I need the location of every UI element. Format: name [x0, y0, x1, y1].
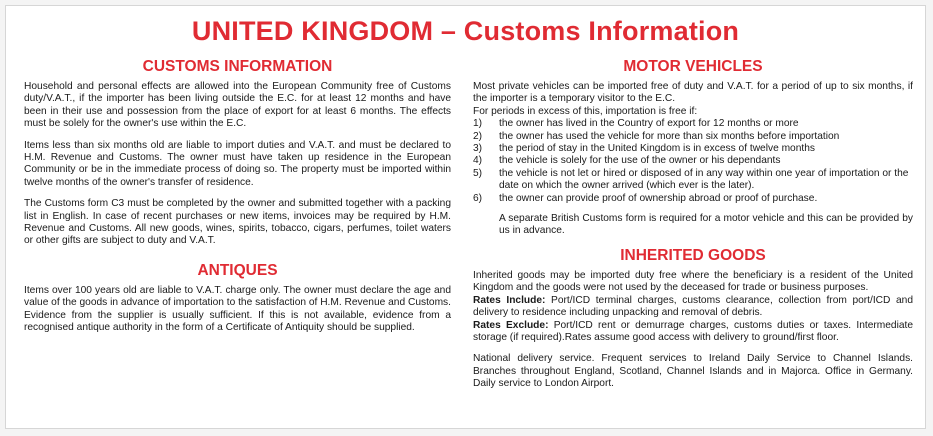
list-item	[473, 131, 913, 143]
list-item-number: 5)	[473, 167, 483, 179]
motor-intro: Most private vehicles can be imported free of duty and V.A.T. for a period of up to six months, if the importer is a temporary visitor to the E.C.	[473, 81, 913, 105]
motor-lead: For periods in excess of this, importation is free if:	[473, 105, 698, 117]
list-item-number: 3)	[473, 143, 483, 155]
list-item-number: 4)	[473, 155, 483, 167]
motor-vehicles-heading: MOTOR VEHICLES	[623, 58, 763, 75]
rates-exclude-label: Rates Exclude:	[473, 319, 549, 331]
rates-exclude-text: Port/ICD rent or demurrage charges, customs duties or taxes. Intermediate storage (if required).Rates assume good access with delivery to ground/first floor.	[473, 319, 913, 343]
list-item-number: 6)	[473, 192, 483, 204]
list-item-text: the owner can provide proof of ownership abroad or proof of purchase.	[499, 192, 818, 204]
inherited-paragraph: Inherited goods may be imported duty free where the beneficiary is a resident of the United Kingdom and the goods were not used by the deceased for trade or business purposes.	[473, 269, 913, 294]
antiques-heading: ANTIQUES	[197, 261, 278, 279]
list-item	[473, 118, 913, 130]
list-item	[473, 155, 913, 167]
motor-conditions-list	[473, 118, 913, 205]
rates-include-text: Port/ICD terminal charges, customs clearance, collection from port/ICD and delivery to residence including unpacking and removal of debris.	[473, 294, 913, 319]
list-item-number: 2)	[473, 130, 483, 142]
list-item-text: the vehicle is solely for the use of the owner or his dependants	[499, 155, 781, 167]
customs-information-heading: CUSTOMS INFORMATION	[142, 58, 333, 75]
right-column	[473, 58, 913, 400]
customs-paragraph-2: Items less than six months old are liable to import duties and V.A.T. and must be declared to H.M. Revenue and Customs. The owner must have taken up residence in the European Community or be in the immediate process of doing so. The property must be imported within twelve months of the owner's transfer of residence.	[24, 139, 451, 188]
list-item-text: the owner has used the vehicle for more than six months before importation	[499, 130, 840, 142]
customs-paragraph-3: The Customs form C3 must be completed by the owner and submitted together with a packing list in English. In case of recent purchases or new items, invoices may be required by H.M. Revenue and Customs. All new goods, wines, spirits, tobacco, cigars, perfumes, toilet waters or other gifts are subject to duty and V.A.T.	[24, 198, 451, 247]
list-item-text: the period of stay in the United Kingdom is in excess of twelve months	[499, 143, 815, 155]
list-item-number: 1)	[473, 118, 483, 130]
inherited-goods-heading: INHERITED GOODS	[620, 246, 766, 264]
list-item-text: the owner has lived in the Country of export for 12 months or more	[499, 118, 799, 130]
motor-note: A separate British Customs form is required for a motor vehicle and this can be provided by us in advance.	[499, 213, 913, 237]
national-delivery-paragraph: National delivery service. Frequent services to Ireland Daily Service to Channel Islands. Branches throughout England, Scotland, Channel Islands and in Majorca. Office in Germany. Daily service to London Airport.	[473, 353, 913, 390]
list-item	[473, 168, 913, 193]
left-column	[24, 58, 451, 344]
rates-include-label: Rates Include:	[473, 294, 546, 306]
page-title: UNITED KINGDOM – Customs Information	[191, 16, 740, 46]
rates-include	[473, 295, 913, 320]
list-item	[473, 143, 913, 155]
list-item	[473, 193, 913, 205]
rates-exclude	[473, 320, 913, 345]
list-item-text: the vehicle is not let or hired or disposed of in any way within one year of importation or the date on which the owner arrived (which ever is the later).	[499, 167, 909, 192]
customs-paragraph-1: Household and personal effects are allowed into the European Community free of Customs duty/V.A.T., if the importer has been living outside the E.C. for at least 12 months and have been in their use and possession from the place of export for at least 6 months. The effects must be solely for the owner's use within the E.C.	[24, 81, 451, 130]
antiques-paragraph: Items over 100 years old are liable to V.A.T. charge only. The owner must declare the age and value of the goods in advance of importation to the satisfaction of H.M. Revenue and Customs. Evidence from the supplier is usually sufficient. If this is not available, evidence from a recognised antique authority in the form of a Certificate of Antiquity should be supplied.	[24, 284, 451, 334]
customs-info-panel	[5, 5, 926, 429]
